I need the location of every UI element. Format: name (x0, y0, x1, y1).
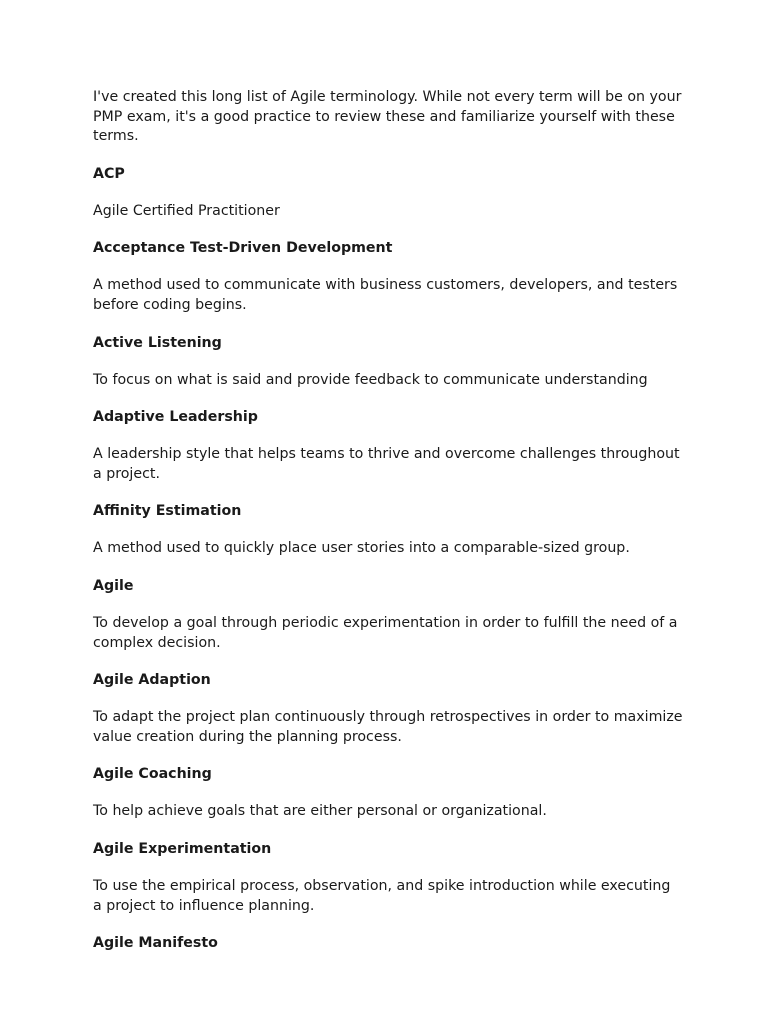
term-definition-active-listening: To focus on what is said and provide feedback to communicate understanding (93, 371, 648, 388)
term-definition-agile-adaption: To adapt the project plan continuously through retrospectives in order to maximize value creation during the planning process. (93, 709, 683, 745)
term-heading-atdd: Acceptance Test-Driven Development (93, 240, 393, 257)
term-definition-affinity-estimation: A method used to quickly place user stories into a comparable-sized group. (93, 540, 630, 557)
term-definition-adaptive-leadership: A leadership style that helps teams to thrive and overcome challenges throughout a project. (93, 446, 680, 482)
document-page (93, 88, 683, 971)
term-heading-agile-adaption: Agile Adaption (93, 672, 211, 689)
term-definition-acp: Agile Certified Practitioner (93, 202, 280, 219)
term-heading-agile: Agile (93, 577, 134, 594)
term-heading-adaptive-leadership: Adaptive Leadership (93, 409, 258, 426)
term-heading-active-listening: Active Listening (93, 334, 222, 351)
term-heading-agile-coaching: Agile Coaching (93, 766, 212, 783)
intro-paragraph: I've created this long list of Agile terminology. While not every term will be on your PMP exam, it's a good practice to review these and familiarize yourself with these terms. (93, 89, 682, 145)
term-heading-acp: ACP (93, 165, 125, 182)
term-heading-agile-experimentation: Agile Experimentation (93, 840, 272, 857)
term-definition-agile-coaching: To help achieve goals that are either personal or organizational. (93, 803, 547, 820)
term-definition-agile: To develop a goal through periodic experimentation in order to fulfill the need of a complex decision. (93, 614, 678, 651)
term-definition-atdd: A method used to communicate with business customers, developers, and testers before coding begins. (93, 277, 678, 313)
term-heading-affinity-estimation: Affinity Estimation (93, 503, 242, 520)
term-heading-agile-manifesto: Agile Manifesto (93, 935, 218, 952)
term-definition-agile-experimentation: To use the empirical process, observation, and spike introduction while executing a project to influence planning. (93, 877, 671, 914)
